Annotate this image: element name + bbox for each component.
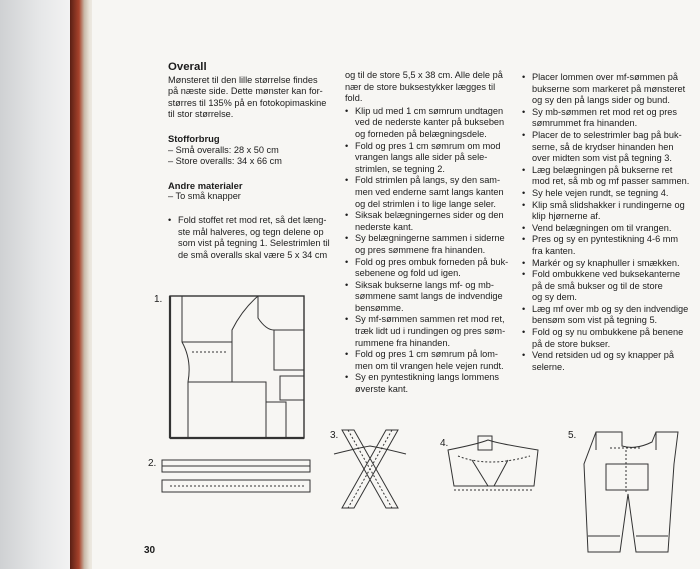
column-2 <box>345 70 515 396</box>
step-item <box>522 223 698 235</box>
text-line: • Placer de to selestrimler bag på buk- <box>532 129 682 140</box>
pattern-layout-drawing <box>162 290 312 444</box>
step-item <box>168 215 338 261</box>
text-line: • Markér og sy knaphuller i smækken. <box>532 257 680 268</box>
step-item <box>522 269 698 304</box>
text-line: • Vend belægningen om til vrangen. <box>532 222 672 233</box>
facing-sewn-drawing <box>438 430 550 504</box>
step-item <box>345 210 515 233</box>
text-line: sebenene og fold ud igen. <box>355 268 461 279</box>
step-item <box>522 188 698 200</box>
step-list-col3 <box>522 72 698 373</box>
text-line: som vist på tegning 1. Selestrimlen til <box>178 238 330 249</box>
text-line: nederste kant. <box>355 221 414 232</box>
page-number: 30 <box>144 545 156 556</box>
step-item <box>345 349 515 372</box>
section-heading: Overall <box>168 61 207 73</box>
text-line: og forneden på belægningsdele. <box>355 128 487 139</box>
fabric-item: – Små overalls: 28 x 50 cm <box>168 144 279 155</box>
strap-strip-drawing <box>158 452 316 500</box>
text-line: og del strimlen i to lige lange seler. <box>355 198 496 209</box>
materials-list <box>168 191 338 203</box>
text-line: over midten som vist på tegning 3. <box>532 153 672 164</box>
step-item <box>345 257 515 280</box>
text-line: • Sy mf-sømmen sammen ret mod ret, <box>355 314 505 325</box>
text-line: bukserne som markeret på mønsteret <box>532 83 686 94</box>
text-line: Mønsteret til den lille størrelse findes <box>168 74 318 85</box>
materials-heading: Andre materialer <box>168 179 243 191</box>
text-line: på de store bukser. <box>532 338 611 349</box>
step-item <box>345 280 515 315</box>
fabric-list <box>168 145 338 168</box>
text-line: ved de nederste kanter på bukseben <box>355 117 505 128</box>
text-line: bensøm som vist på tegning 5. <box>532 315 658 326</box>
finished-overall-drawing <box>566 424 686 564</box>
text-line: rummene fra hinanden. <box>355 337 450 348</box>
text-line: sømmene samt langs de indvendige <box>355 291 503 302</box>
figure-5-label: 5. <box>568 430 577 441</box>
column-3 <box>522 72 698 373</box>
text-line: klip hjørnerne af. <box>532 211 601 222</box>
text-line: • Læg belægningen på bukserne ret <box>532 164 673 175</box>
text-line: selerne. <box>532 361 565 372</box>
text-line: • Fold strimlen på langs, sy den sam- <box>355 175 501 186</box>
text-line: og sy den på langs sider og bund. <box>532 95 670 106</box>
text-line: • Siksak belægningernes sider og den <box>355 210 504 221</box>
text-line: men ved enderne samt langs kanten <box>355 186 504 197</box>
text-line: • Sy belægningerne sammen i siderne <box>355 233 505 244</box>
text-line: fra kanten. <box>532 245 576 256</box>
text-line: på næste side. Dette mønster kan for- <box>168 86 323 97</box>
text-line: • Fold stoffet ret mod ret, så det læng- <box>178 214 327 225</box>
text-line: mod ret, så mb og mf passer sammen. <box>532 176 690 187</box>
text-line: • Sy mb-sømmen ret mod ret og pres <box>532 106 677 117</box>
text-line: • Vend retsiden ud og sy knapper på <box>532 350 674 361</box>
continued-text <box>345 70 515 105</box>
figure-4-label: 4. <box>440 438 449 449</box>
text-line: bensømme. <box>355 302 404 313</box>
text-line: • Sy hele vejen rundt, se tegning 4. <box>532 187 669 198</box>
text-line: • Placer lommen over mf-sømmen på <box>532 72 679 82</box>
step-item <box>522 327 698 350</box>
intro-text <box>168 75 338 121</box>
text-line: • Fold og sy nu ombukkene på benene <box>532 327 684 338</box>
step-list-col2 <box>345 106 515 396</box>
text-line: strimlen, se tegning 2. <box>355 163 445 174</box>
step-item <box>522 350 698 373</box>
text-line: • Sy en pyntestikning langs lommens <box>355 372 500 383</box>
text-line: • Fold ombukkene ved buksekanterne <box>532 269 681 280</box>
text-line: til stor størrelse. <box>168 109 234 120</box>
facing-page <box>0 0 72 569</box>
book-page <box>92 0 700 569</box>
text-line: • Fold og pres ombuk forneden på buk- <box>355 256 509 267</box>
text-line: øverste kant. <box>355 384 409 395</box>
text-line: størres til 135% på en fotokopimaskine <box>168 97 327 108</box>
step-item <box>522 107 698 130</box>
text-line: vrangen langs alle sider på sele- <box>355 152 488 163</box>
text-line: de små overalls skal være 5 x 34 cm <box>178 249 328 260</box>
text-line: • Pres og sy en pyntestikning 4-6 mm <box>532 234 679 245</box>
text-line: på de små bukser og til de store <box>532 280 663 291</box>
text-line: fold. <box>345 93 363 104</box>
step-item <box>345 233 515 256</box>
step-item <box>522 304 698 327</box>
step-list-col1 <box>168 215 338 261</box>
step-item <box>522 165 698 188</box>
step-item <box>345 141 515 176</box>
figure-2-label: 2. <box>148 458 157 469</box>
step-item <box>345 175 515 210</box>
text-line: ste mål halveres, og tegn delene op <box>178 226 324 237</box>
text-line: • Fold og pres 1 cm sømrum på lom- <box>355 349 498 360</box>
figure-1-label: 1. <box>154 294 163 305</box>
text-line: og sy dem. <box>532 292 577 303</box>
column-1 <box>168 62 338 261</box>
text-line: • Klip små slidshakker i rundingerne og <box>532 199 685 210</box>
text-line: og pres sømmene fra hinanden. <box>355 244 486 255</box>
text-line: serne, så de krydser hinanden hen <box>532 141 674 152</box>
step-item <box>345 314 515 349</box>
text-line: • Siksak bukserne langs mf- og mb- <box>355 279 494 290</box>
step-item <box>345 372 515 395</box>
fabric-heading: Stofforbrug <box>168 132 220 144</box>
text-line: nær de store buksestykker lægges til <box>345 81 496 92</box>
text-line: • Fold og pres 1 cm sømrum om mod <box>355 140 501 151</box>
step-item <box>522 234 698 257</box>
crossed-straps-drawing <box>328 424 414 514</box>
text-line: sømrummet fra hinanden. <box>532 118 638 129</box>
step-item <box>345 106 515 141</box>
step-item <box>522 258 698 270</box>
text-line: og til de store 5,5 x 38 cm. Alle dele på <box>345 70 503 80</box>
text-line: træk lidt ud i rundingen og pres søm- <box>355 326 506 337</box>
step-item <box>522 130 698 165</box>
text-line: men om til vrangen hele vejen rundt. <box>355 360 504 371</box>
step-item <box>522 72 698 107</box>
materials-item: – To små knapper <box>168 191 241 202</box>
figure-3-label: 3. <box>330 430 339 441</box>
text-line: • Klip ud med 1 cm sømrum undtagen <box>355 105 504 116</box>
fabric-item: – Store overalls: 34 x 66 cm <box>168 156 282 167</box>
step-item <box>522 200 698 223</box>
text-line: • Læg mf over mb og sy den indvendige <box>532 303 689 314</box>
